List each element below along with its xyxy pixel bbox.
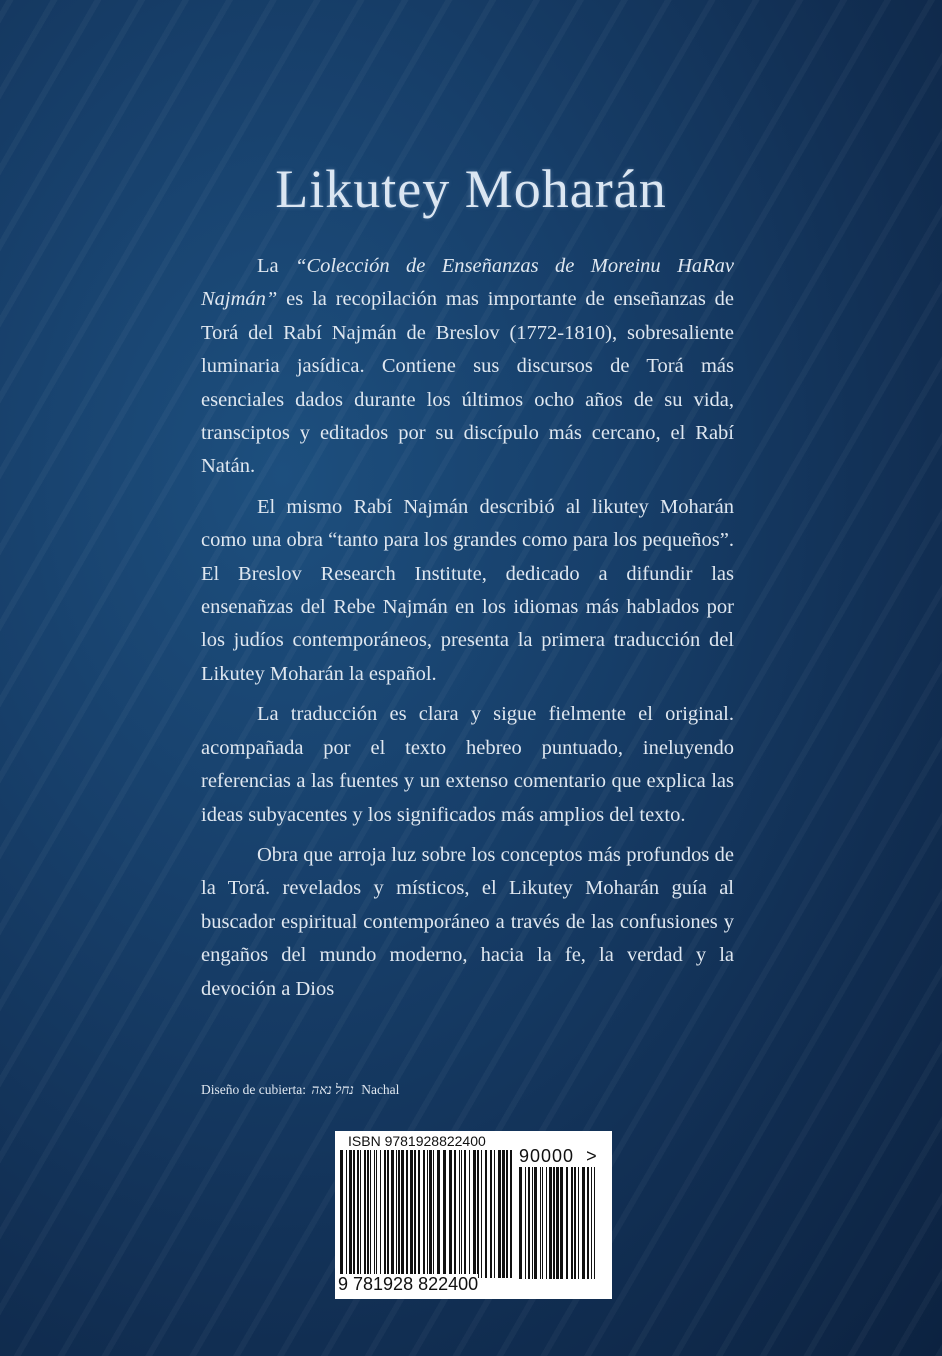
back-cover-description bbox=[201, 250, 734, 1013]
barcode-bars-main bbox=[340, 1150, 512, 1278]
barcode-bars-addon bbox=[519, 1167, 599, 1279]
work-full-title: “Colección de Enseñanzas de Moreinu HaRav Najmán” bbox=[201, 255, 735, 311]
paragraph-1: La “Colección de Enseñanzas de Moreinu HaRav Najmán” es la recopilación mas importante de enseñanzas de Torá del Rabí Najmán de Breslov (1772-1810), sobresaliente luminaria jasídica. Contiene sus discursos de Torá más esenciales dados durante los últimos ocho años de su vida, transciptos y editados por su discípulo más cercano, el Rabí Natán. bbox=[201, 255, 735, 478]
page-title: Likutey Moharán bbox=[275, 159, 667, 219]
designer-signature: נחל נאה bbox=[311, 1082, 354, 1097]
paragraph-4: Obra que arroja luz sobre los conceptos más profundos de la Torá. revelados y místicos, el Likutey Moharán guía al buscador espiritual contemporáneo a través de las confusiones y engaños del mundo moderno, hacia la fe, la verdad y la devoción a Dios bbox=[201, 843, 734, 1000]
credit-label: Diseño de cubierta: bbox=[201, 1082, 306, 1097]
designer-name: Nachal bbox=[361, 1082, 400, 1097]
cover-design-credit bbox=[201, 1082, 399, 1098]
isbn-label: ISBN 9781928822400 bbox=[348, 1133, 486, 1149]
barcode-addon-price: 90000 > bbox=[519, 1146, 598, 1166]
isbn-barcode bbox=[335, 1131, 612, 1299]
paragraph-2: El mismo Rabí Najmán describió al likutey Moharán como una obra “tanto para los grandes como para los pequeños”. El Breslov Research Institute, dedicado a difundir las ensenañzas del Rebe Najmán en los idiomas más hablados por los judíos contemporáneos, presenta la primera traducción del Likutey Moharán la español. bbox=[201, 495, 734, 685]
barcode-digits: 9 781928 822400 bbox=[338, 1274, 479, 1294]
paragraph-3: La traducción es clara y sigue fielmente el original. acompañada por el texto hebreo puntuado, ineluyendo referencias a las fuentes y un extenso comentario que explica las ideas subyacentes y los significados más amplios del texto. bbox=[201, 703, 734, 826]
